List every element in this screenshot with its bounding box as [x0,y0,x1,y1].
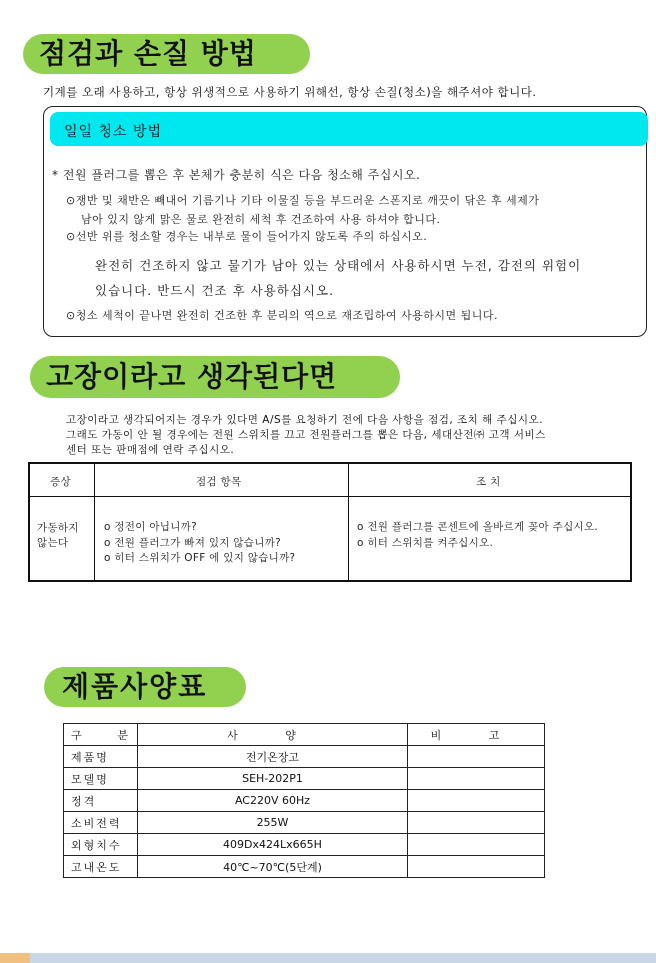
spec-value: SEH-202P1 [138,768,408,790]
spec-row [64,856,545,878]
spec-row [64,834,545,856]
action-item: o 히터 스위치를 켜주십시오. [357,537,494,549]
spec-label: 제품명 [64,746,138,768]
spec-remark [408,768,545,790]
spec-header-spec: 사 양 [138,724,408,746]
spec-label: 고내온도 [64,856,138,878]
table-divider [30,496,630,497]
table-header-symptom: 증상 [50,476,71,488]
spec-row [64,790,545,812]
check-item: o 전원 플러그가 빠져 있지 않습니까? [104,537,281,549]
daily-cleaning-header [50,112,648,146]
table-divider [94,462,95,582]
spec-value: 409Dx424Lx665H [138,834,408,856]
spec-value: 40℃~70℃(5단계) [138,856,408,878]
taskbar-start [0,953,30,963]
spec-remark [408,834,545,856]
warning-text: 있습니다. 반드시 건조 후 사용하십시오. [95,283,335,298]
spec-header-remark: 비 고 [408,724,545,746]
spec-table [63,723,545,878]
cleaning-line: 남아 있지 않게 맑은 물로 완전히 세척 후 건조하여 사용 하셔야 합니다. [81,213,441,226]
spec-header-row [64,724,545,746]
section-title-care: 점검과 손질 방법 [23,34,310,74]
spec-remark [408,746,545,768]
table-divider [348,462,349,582]
spec-row [64,812,545,834]
spec-value: AC220V 60Hz [138,790,408,812]
spec-header-category: 구 분 [64,724,138,746]
spec-row [64,768,545,790]
spec-label: 모델명 [64,768,138,790]
care-intro-text: 기계를 오래 사용하고, 항상 위생적으로 사용하기 위해선, 항상 손질(청소)을 해주셔야 합니다. [43,85,537,99]
action-item: o 전원 플러그를 콘센트에 올바르게 꽂아 주십시오. [357,521,599,533]
daily-cleaning-title: 일일 청소 방법 [64,124,163,140]
spec-label: 정격 [64,790,138,812]
spec-row [64,746,545,768]
cleaning-line: * 전원 플러그를 뽑은 후 본체가 충분히 식은 다음 청소해 주십시오. [52,168,421,182]
check-item: o 히터 스위치가 OFF 에 있지 않습니까? [104,552,296,564]
spec-remark [408,790,545,812]
symptom-cell: 않는다 [37,537,69,549]
spec-value: 전기온장고 [138,746,408,768]
warning-text: 완전히 건조하지 않고 물기가 남아 있는 상태에서 사용하시면 누전, 감전의 위험이 [95,258,582,273]
spec-remark [408,812,545,834]
check-item: o 정전이 아닙니까? [104,521,197,533]
symptom-cell: 가동하지 [37,522,79,534]
cleaning-line: ⊙선반 위를 청소할 경우는 내부로 물이 들어가지 않도록 주의 하십시오. [66,230,428,243]
taskbar-strip [0,953,656,963]
spec-label: 외형치수 [64,834,138,856]
trouble-intro-text: 센터 또는 판매점에 연락 주십시오. [66,444,235,456]
spec-remark [408,856,545,878]
section-title-trouble: 고장이라고 생각된다면 [30,356,400,398]
trouble-intro-text: 고장이라고 생각되어지는 경우가 있다면 A/S를 요청하기 전에 다음 사항을 점검, 조치 해 주십시오. [66,414,544,426]
cleaning-line: ⊙쟁반 및 채반은 빼내어 기름기나 기타 이물질 등을 부드러운 스폰지로 깨끗이 닦은 후 세제가 [66,194,540,207]
spec-label: 소비전력 [64,812,138,834]
trouble-intro-text: 그래도 가동이 안 될 경우에는 전원 스위치를 끄고 전원플러그를 뽑은 다음, 세대산전㈜ 고객 서비스 [66,429,546,441]
section-title-spec: 제품사양표 [44,667,246,707]
table-header-action: 조 치 [476,476,501,488]
table-header-check: 점검 항목 [196,476,242,488]
cleaning-line: ⊙청소 세척이 끝나면 완전히 건조한 후 분리의 역으로 재조립하여 사용하시면 됩니다. [66,309,498,322]
spec-value: 255W [138,812,408,834]
